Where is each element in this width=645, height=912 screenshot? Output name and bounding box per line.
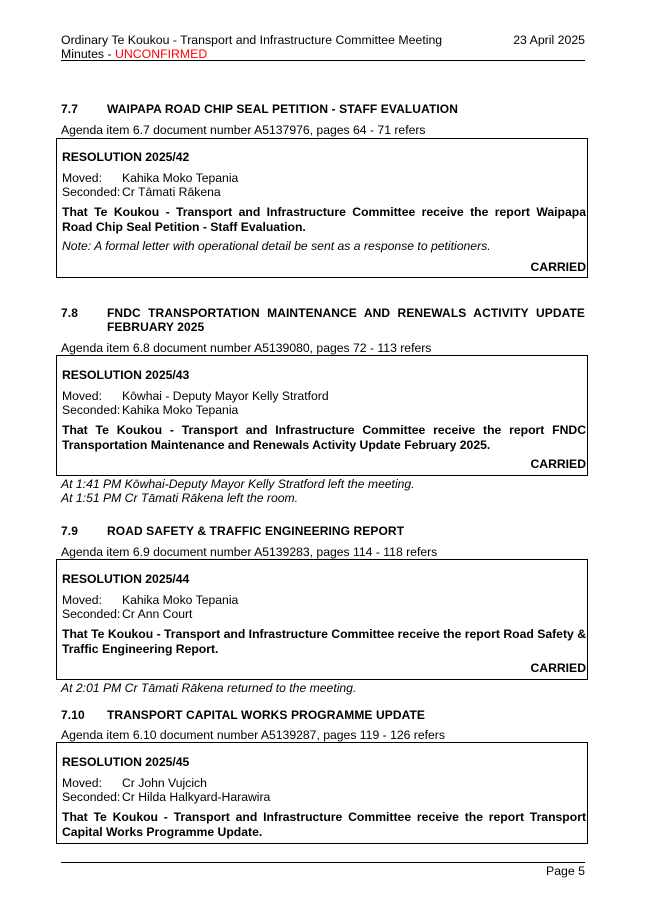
resolution-number: RESOLUTION 2025/44 xyxy=(62,572,190,586)
section-title: TRANSPORT CAPITAL WORKS PROGRAMME UPDATE xyxy=(107,708,425,722)
section-heading xyxy=(61,524,585,538)
resolution-number: RESOLUTION 2025/43 xyxy=(62,368,190,382)
moved-by: Moved: Kahika Moko Tepania xyxy=(62,171,239,185)
unconfirmed-status: UNCONFIRMED xyxy=(115,47,208,61)
resolution-note: Note: A formal letter with operational detail be sent as a response to petitioners. xyxy=(62,239,491,253)
agenda-reference: Agenda item 6.8 document number A5139080, pages 72 - 113 refers xyxy=(61,341,432,355)
section-title: ROAD SAFETY & TRAFFIC ENGINEERING REPORT xyxy=(107,524,405,538)
resolution-box xyxy=(56,559,588,680)
agenda-reference: Agenda item 6.9 document number A5139283, pages 114 - 118 refers xyxy=(61,545,438,559)
footer-divider xyxy=(61,862,585,863)
seconded-by: Seconded: Cr Ann Court xyxy=(62,607,193,621)
section-number: 7.8 xyxy=(61,306,78,320)
attendance-note: At 2:01 PM Cr Tāmati Rākena returned to the meeting. xyxy=(61,681,357,695)
section-heading xyxy=(61,708,585,722)
attendance-note: At 1:51 PM Cr Tāmati Rākena left the room. xyxy=(61,491,299,505)
page-number: Page 5 xyxy=(546,864,585,878)
header-title: Ordinary Te Koukou - Transport and Infrastructure Committee Meeting xyxy=(61,33,443,47)
seconded-by: Seconded: Cr Tāmati Rākena xyxy=(62,185,221,199)
agenda-reference: Agenda item 6.7 document number A5137976, pages 64 - 71 refers xyxy=(61,123,426,137)
resolution-number: RESOLUTION 2025/45 xyxy=(62,755,190,769)
seconded-by: Seconded: Cr Hilda Halkyard-Harawira xyxy=(62,790,271,804)
section-heading xyxy=(61,306,585,334)
agenda-reference: Agenda item 6.10 document number A5139287, pages 119 - 126 refers xyxy=(61,728,445,742)
section-number: 7.7 xyxy=(61,102,78,116)
resolution-box xyxy=(56,742,588,844)
section-number: 7.9 xyxy=(61,524,78,538)
resolution-text: That Te Koukou - Transport and Infrastructure Committee receive the report Waipapa Road Chip Seal Petition - Staff Evaluation. xyxy=(62,205,586,234)
carried-label: CARRIED xyxy=(530,457,586,471)
moved-by: Moved: Kōwhai - Deputy Mayor Kelly Stratford xyxy=(62,389,329,403)
section-heading xyxy=(61,102,585,116)
section-title: FNDC TRANSPORTATION MAINTENANCE AND RENEWALS ACTIVITY UPDATE FEBRUARY 2025 xyxy=(107,306,585,334)
resolution-box xyxy=(56,138,588,278)
header-divider xyxy=(61,60,585,61)
section-title: WAIPAPA ROAD CHIP SEAL PETITION - STAFF EVALUATION xyxy=(107,102,459,116)
carried-label: CARRIED xyxy=(530,661,586,675)
carried-label: CARRIED xyxy=(530,260,586,274)
attendance-note: At 1:41 PM Kōwhai-Deputy Mayor Kelly Stratford left the meeting. xyxy=(61,477,415,491)
resolution-text: That Te Koukou - Transport and Infrastructure Committee receive the report Road Safety & Traffic Engineering Report. xyxy=(62,627,586,656)
header-date: 23 April 2025 xyxy=(513,33,585,47)
resolution-box xyxy=(56,355,588,476)
header-subtitle: Minutes - UNCONFIRMED xyxy=(61,47,208,61)
resolution-number: RESOLUTION 2025/42 xyxy=(62,150,190,164)
document-header xyxy=(61,33,442,61)
resolution-text: That Te Koukou - Transport and Infrastructure Committee receive the report Transport Capital Works Programme Update. xyxy=(62,810,586,839)
section-number: 7.10 xyxy=(61,708,85,722)
moved-by: Moved: Cr John Vujcich xyxy=(62,776,207,790)
moved-by: Moved: Kahika Moko Tepania xyxy=(62,593,239,607)
resolution-text: That Te Koukou - Transport and Infrastructure Committee receive the report FNDC Transportation Maintenance and Renewals Activity Update February 2025. xyxy=(62,423,586,452)
seconded-by: Seconded: Kahika Moko Tepania xyxy=(62,403,239,417)
